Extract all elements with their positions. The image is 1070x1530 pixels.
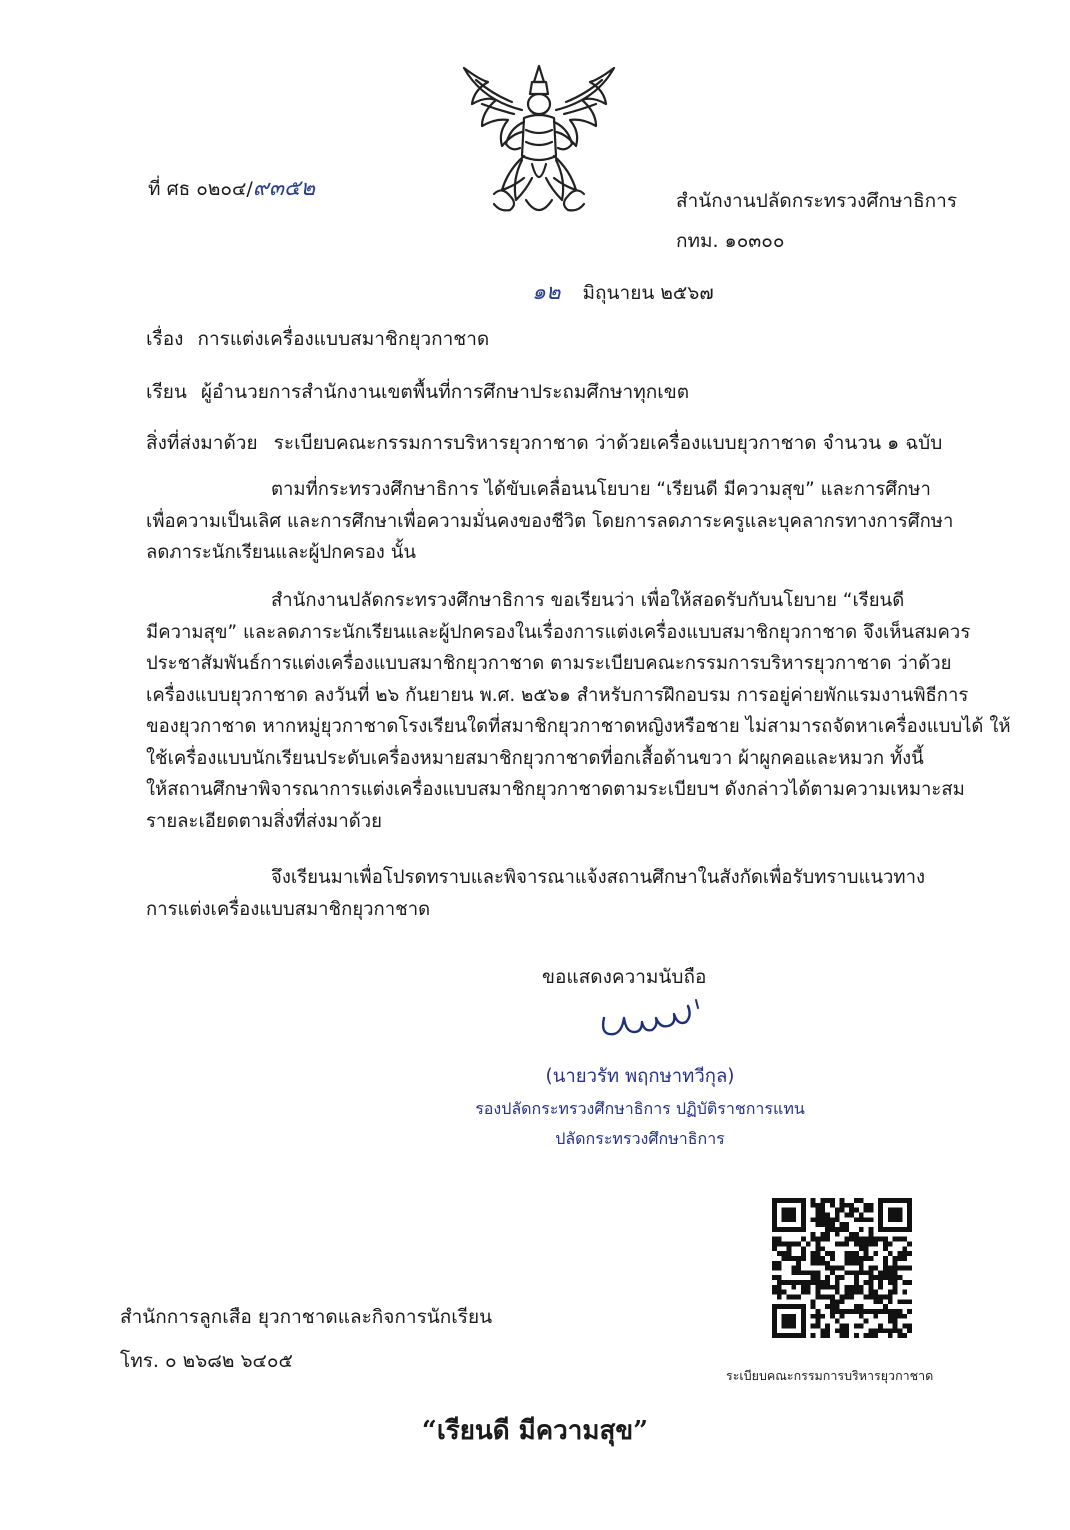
enclosure-line bbox=[146, 428, 942, 458]
paragraph-line: เพื่อความเป็นเลิศ และการศึกษาเพื่อความมั่นคงของชีวิต โดยการลดภาระครูและบุคลากรทางการศึกษา bbox=[146, 510, 954, 532]
paragraph-line: ใช้เครื่องแบบนักเรียนประดับเครื่องหมายสมาชิกยุวกาชาดที่อกเสื้อด้านขวา ผ้าผูกคอและหมวก ทั้งนี้ bbox=[146, 747, 924, 769]
subject-value: การแต่งเครื่องแบบสมาชิกยุวกาชาด bbox=[197, 328, 490, 350]
reference-handwritten: ๙๓๕๒ bbox=[252, 176, 316, 201]
office-city: กทม. ๑๐๓๐๐ bbox=[676, 230, 785, 252]
paragraph-line: มีความสุข” และลดภาระนักเรียนและผู้ปกครองในเรื่องการแต่งเครื่องแบบสมาชิกยุวกาชาด จึงเห็นสมควร bbox=[146, 621, 971, 643]
subject-line bbox=[146, 324, 489, 354]
paragraph-line: ของยุวกาชาด หากหมู่ยุวกาชาดโรงเรียนใดที่สมาชิกยุวกาชาดหญิงหรือชาย ไม่สามารถจัดหาเครื่องแบบได้ ให้ bbox=[146, 716, 1011, 737]
recipient-line bbox=[146, 377, 689, 407]
reference-label: ที่ ศธ ๐๒๐๔/ bbox=[148, 178, 253, 200]
enclosure-value: ระเบียบคณะกรรมการบริหารยุวกาชาด ว่าด้วยเครื่องแบบยุวกาชาด จำนวน ๑ ฉบับ bbox=[273, 432, 943, 454]
enclosure-label: สิ่งที่ส่งมาด้วย bbox=[146, 432, 258, 454]
office-name: สำนักงานปลัดกระทรวงศึกษาธิการ bbox=[676, 190, 958, 212]
recipient-label: เรียน bbox=[146, 381, 187, 403]
reference-number bbox=[148, 174, 315, 204]
subject-label: เรื่อง bbox=[146, 328, 184, 350]
body-paragraph-3 bbox=[146, 862, 994, 925]
footer-department: สำนักการลูกเสือ ยุวกาชาดและกิจการนักเรียน bbox=[120, 1306, 493, 1328]
paragraph-line: ตามที่กระทรวงศึกษาธิการ ได้ขับเคลื่อนนโยบาย “เรียนดี มีความสุข” และการศึกษา bbox=[271, 479, 931, 500]
date-month-year: มิถุนายน ๒๕๖๗ bbox=[582, 282, 714, 304]
paragraph-line: เครื่องแบบยุวกาชาด ลงวันที่ ๒๖ กันยายน พ.ศ. ๒๕๖๑ สำหรับการฝึกอบรม การอยู่ค่ายพักแรมงานพิธีการ bbox=[146, 684, 969, 706]
signer-name: (นายวรัท พฤกษาทวีกุล) bbox=[545, 1066, 735, 1087]
signer-title-2: ปลัดกระทรวงศึกษาธิการ bbox=[555, 1129, 725, 1148]
paragraph-line: สำนักงานปลัดกระทรวงศึกษาธิการ ขอเรียนว่า เพื่อให้สอดรับกับนโยบาย “เรียนดี bbox=[271, 590, 905, 611]
body-paragraph-1 bbox=[146, 474, 994, 569]
date-day-handwritten: ๑๒ bbox=[532, 280, 561, 305]
qr-caption: ระเบียบคณะกรรมการบริหารยุวกาชาด bbox=[726, 1368, 934, 1383]
body-paragraph-2 bbox=[146, 585, 1011, 837]
paragraph-line: จึงเรียนมาเพื่อโปรดทราบและพิจารณาแจ้งสถานศึกษาในสังกัดเพื่อรับทราบแนวทาง bbox=[271, 867, 926, 888]
recipient-value: ผู้อำนวยการสำนักงานเขตพื้นที่การศึกษาประถมศึกษาทุกเขต bbox=[200, 381, 690, 403]
footer-motto: “เรียนดี มีความสุข” bbox=[421, 1416, 649, 1446]
paragraph-line: ประชาสัมพันธ์การแต่งเครื่องแบบสมาชิกยุวกาชาด ตามระเบียบคณะกรรมการบริหารยุวกาชาด ว่าด้วย bbox=[146, 653, 952, 674]
handwritten-signature bbox=[596, 996, 706, 1046]
paragraph-line: ลดภาระนักเรียนและผู้ปกครอง นั้น bbox=[146, 542, 417, 563]
paragraph-line: การแต่งเครื่องแบบสมาชิกยุวกาชาด bbox=[146, 898, 431, 920]
letter-date bbox=[532, 278, 714, 308]
paragraph-line: ให้สถานศึกษาพิจารณาการแต่งเครื่องแบบสมาชิกยุวกาชาดตามระเบียบฯ ดังกล่าวได้ตามความเหมาะสม bbox=[146, 779, 965, 800]
qr-code-icon[interactable] bbox=[772, 1198, 912, 1338]
garuda-emblem-icon bbox=[452, 60, 627, 228]
footer-phone: โทร. ๐ ๒๖๘๒ ๖๔๐๕ bbox=[120, 1350, 293, 1372]
signer-title-1: รองปลัดกระทรวงศึกษาธิการ ปฏิบัติราชการแทน bbox=[475, 1099, 805, 1118]
paragraph-line: รายละเอียดตามสิ่งที่ส่งมาด้วย bbox=[146, 810, 382, 832]
closing-salutation: ขอแสดงความนับถือ bbox=[542, 966, 707, 988]
